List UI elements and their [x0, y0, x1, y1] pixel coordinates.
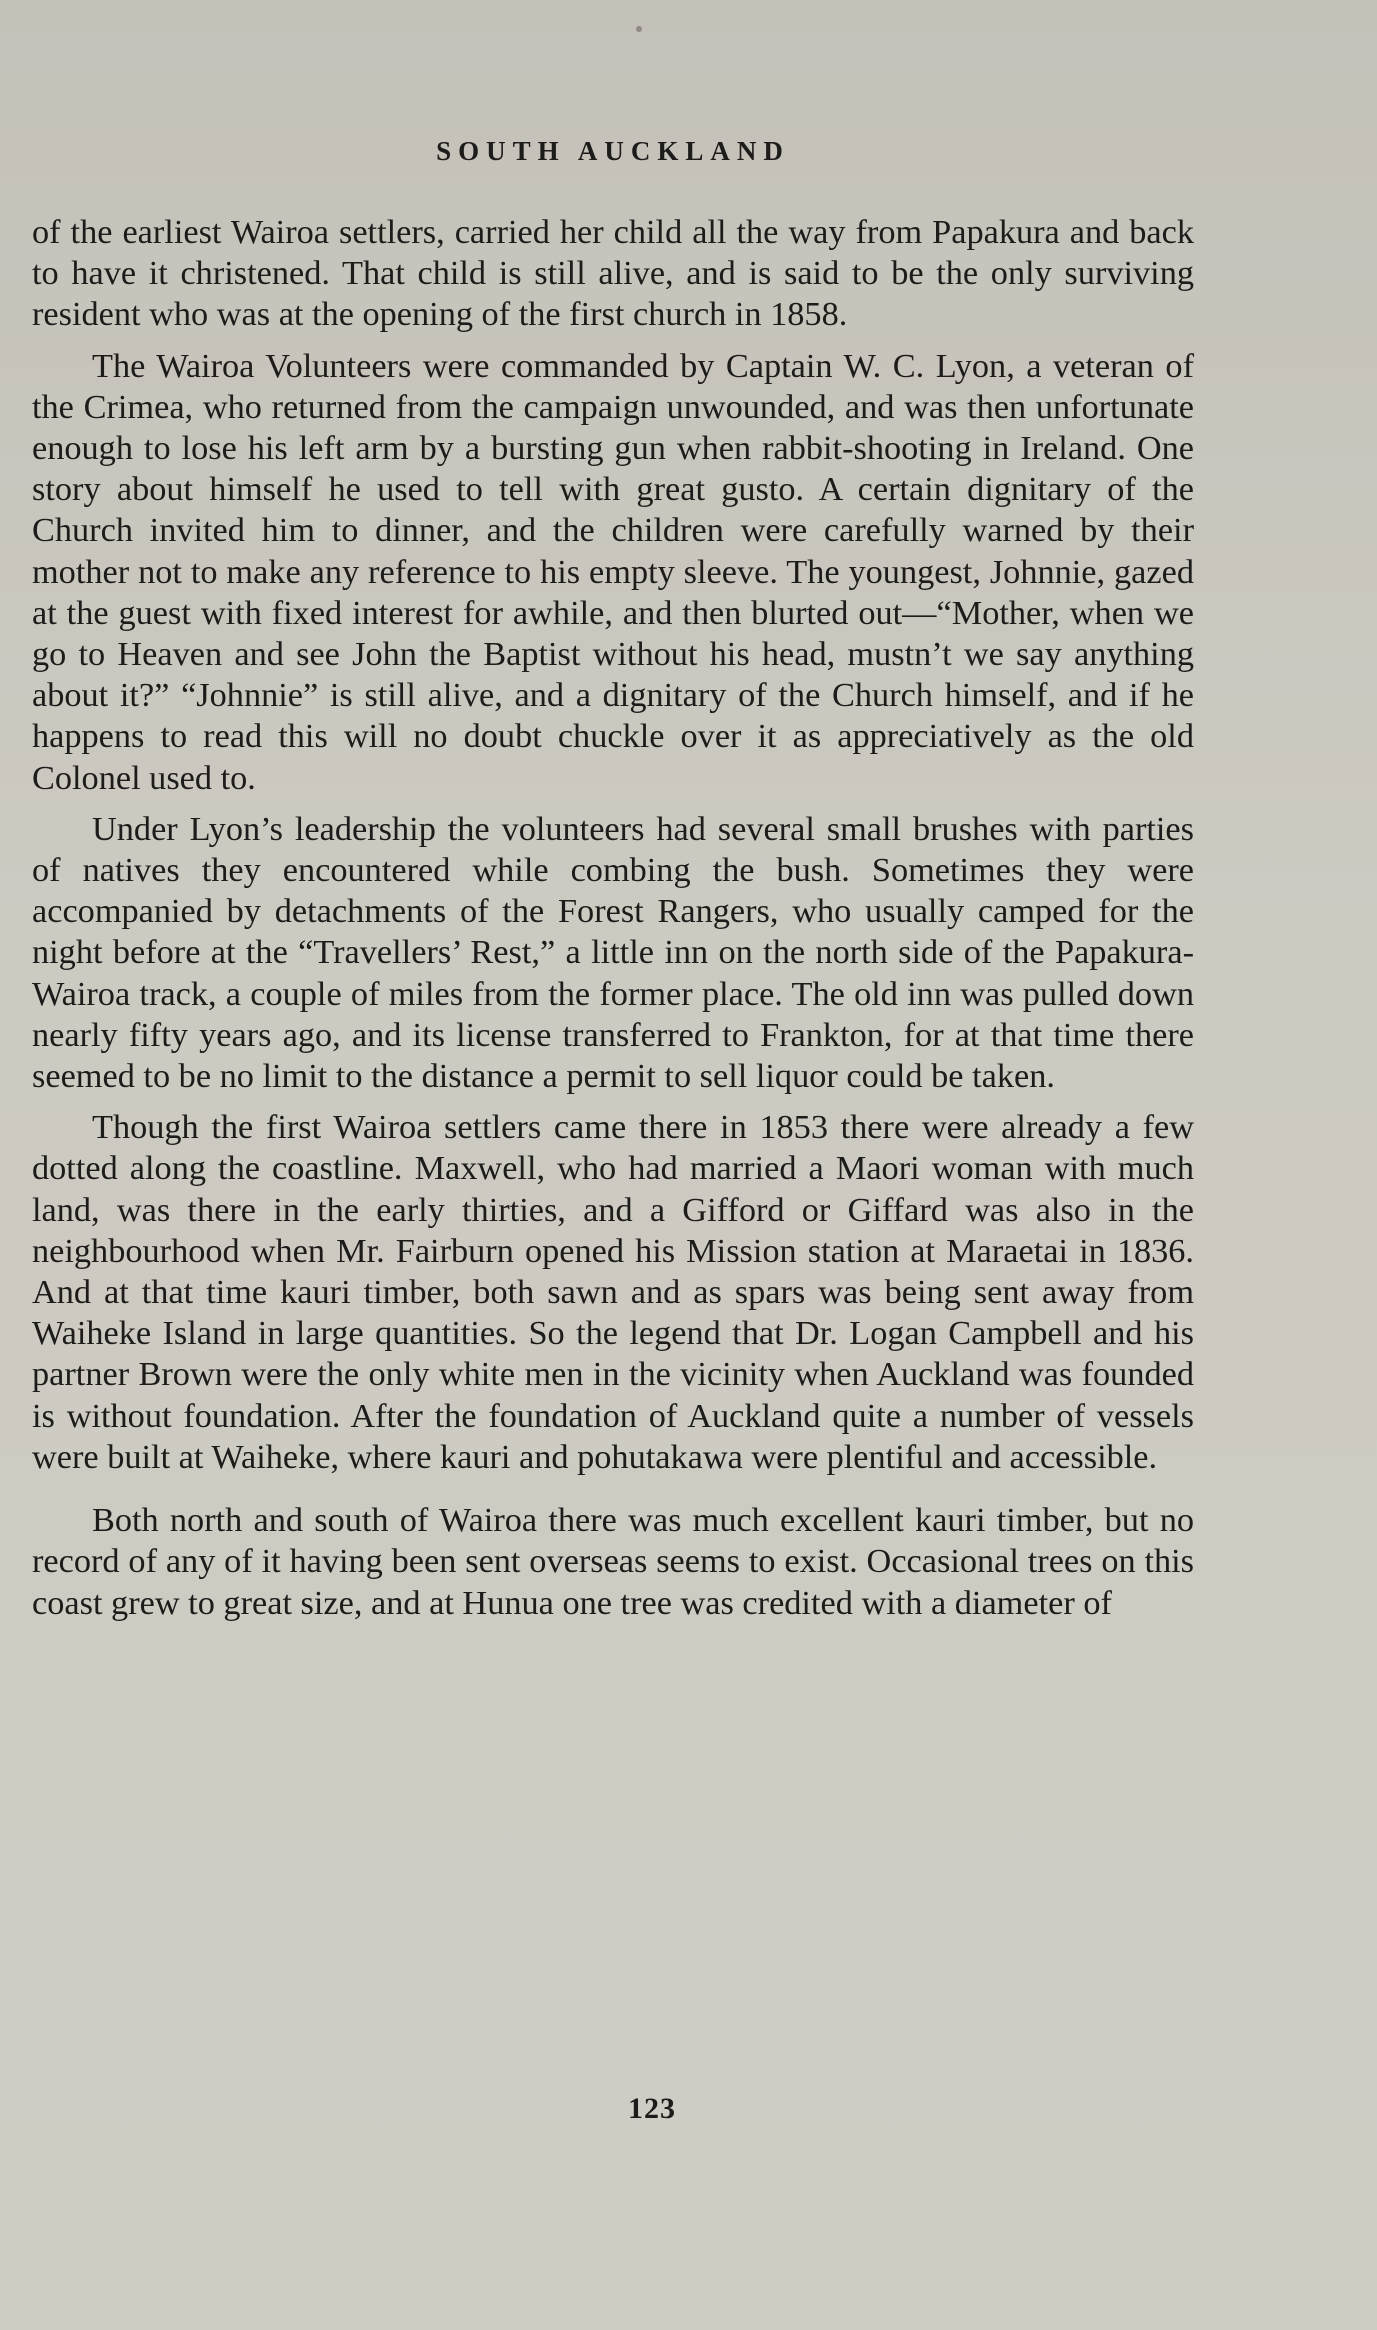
paragraph-first-settlers: Though the first Wairoa settlers came there in 1853 there were already a few dotted along the coastline. Maxwell, who had married a Maori woman with much land, was there in the early thirties, and a Gifford or Giffard was also in the neighbourhood when Mr. Fairburn opened his Mission station at Maraetai in 1836. And at that time kauri timber, both sawn and as spars was being sent away from Waiheke Island in large quantities. So the legend that Dr. Logan Campbell and his partner Brown were the only white men in the vicinity when Auckland was founded is without foundation. After the foundation of Auckland quite a number of vessels were built at Waiheke, where kauri and pohutakawa were plentiful and accessible.: [32, 1108, 1194, 1476]
paragraph-lyons-leadership: Under Lyon’s leadership the volunteers had several small brushes with parties of natives they encountered while combing the bush. Sometimes they were accompanied by detachments of the Forest Rangers, who usually camped for the night before at the “Travellers’ Rest,” a little inn on the north side of the Papakura-Wairoa track, a couple of miles from the former place. The old inn was pulled down nearly fifty years ago, and its license transferred to Frankton, for at that time there seemed to be no limit to the distance a permit to sell liquor could be taken.: [32, 809, 1194, 1096]
page-number: 123: [628, 2092, 676, 2125]
book-page: [32, 0, 1194, 2330]
paragraph-wairoa-volunteers: The Wairoa Volunteers were commanded by Captain W. C. Lyon, a veteran of the Crimea, who returned from the campaign unwounded, and was then unfortunate enough to lose his left arm by a bursting gun when rabbit-shooting in Ireland. One story about himself he used to tell with great gusto. A certain dignitary of the Church invited him to dinner, and the children were carefully warned by their mother not to make any reference to his empty sleeve. The youngest, Johnnie, gazed at the guest with fixed interest for awhile, and then blurted out—“Mother, when we go to Heaven and see John the Baptist without his head, mustn’t we say anything about it?” “Johnnie” is still alive, and a dignitary of the Church himself, and if he happens to read this will no doubt chuckle over it as appreciatively as the old Colonel used to.: [32, 346, 1194, 797]
paragraph-kauri-timber: Both north and south of Wairoa there was much excellent kauri timber, but no record of any of it having been sent overseas seems to exist. Occasional trees on this coast grew to great size, and at Hunua one tree was credited with a diameter of: [32, 1501, 1194, 1622]
paragraph-continued: of the earliest Wairoa settlers, carried her child all the way from Papakura and back to have it christened. That child is still alive, and is said to be the only surviving resident who was at the opening of the first church in 1858.: [32, 213, 1194, 334]
body-text: [32, 212, 1194, 1624]
running-head: SOUTH AUCKLAND: [436, 136, 790, 166]
